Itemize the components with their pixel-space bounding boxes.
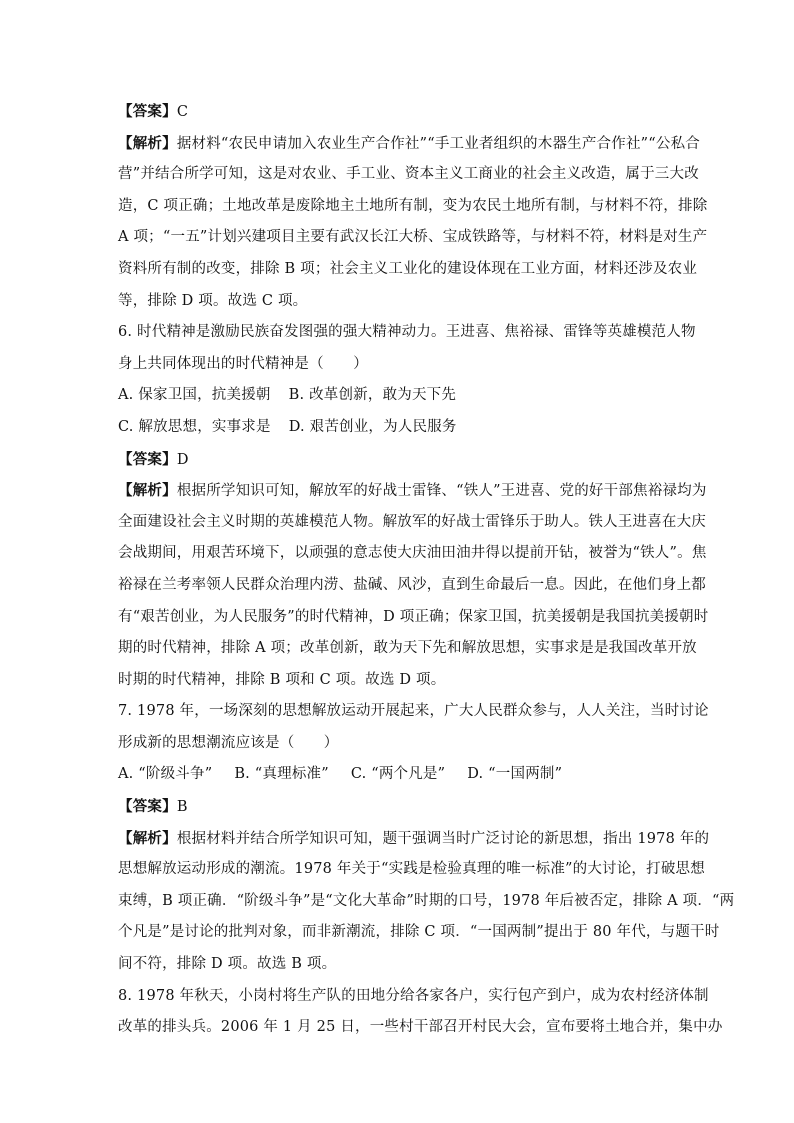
analysis-label: 【解析】 <box>118 829 177 847</box>
answer-line <box>118 791 678 823</box>
analysis-line: 有“艰苦创业，为人民服务”的时代精神，D 项正确；保家卫国，抗美援朝是我国抗美援朝时 <box>118 608 709 625</box>
answer-label: 【答案】 <box>118 103 177 120</box>
answer-value: B <box>176 799 188 816</box>
question-6-line: 6. 时代精神是激励民族奋发图强的强大精神动力。王进喜、焦裕禄、雷锋等英雄模范人物 <box>118 324 696 341</box>
option-d: D. “一国两制” <box>467 766 563 783</box>
question-8-line: 改革的排头兵。2006 年 1 月 25 日，一些村干部召开村民大会，宣布要将土地合并，集中办 <box>118 1019 723 1036</box>
answer-line <box>118 444 678 476</box>
analysis-line: 间不符，排除 D 项。故选 B 项。 <box>118 956 337 973</box>
document-page <box>118 96 735 1044</box>
analysis-line: 营”并结合所学可知，这是对农业、手工业、资本主义工商业的社会主义改造，属于三大改 <box>118 166 699 183</box>
option-c: C. 解放思想，实事求是 <box>118 418 271 435</box>
analysis-line: 期的时代精神，排除 A 项；改革创新，敢为天下先和解放思想，实事求是是我国改革开放 <box>118 640 697 657</box>
analysis-text: 根据材料并结合所学知识可知，题干强调当时广泛讨论的新思想，指出 1978 年的 <box>176 830 710 847</box>
analysis-line: A 项；“一五”计划兴建项目主要有武汉长江大桥、宝成铁路等，与材料不符，材料是对生产 <box>118 229 708 246</box>
analysis-line: 造，C 项正确；土地改革是废除地主土地所有制，变为农民土地所有制，与材料不符，排除 <box>118 197 708 214</box>
analysis-text: 根据所学知识可知，解放军的好战士雷锋、“铁人”王进喜、党的好干部焦裕禄均为 <box>176 483 707 500</box>
analysis-line: 裕禄在兰考率领人民群众治理内涝、盐碱、风沙，直到生命最后一息。因此，在他们身上都 <box>118 576 706 593</box>
question-7-line: 7. 1978 年，一场深刻的思想解放运动开展起来，广大人民群众参与，人人关注，当时讨论 <box>118 703 709 720</box>
options-row <box>118 412 678 444</box>
analysis-line: 等，排除 D 项。故选 C 项。 <box>118 292 308 309</box>
options-row <box>118 380 678 412</box>
option-a: A. “阶级斗争” <box>118 766 213 783</box>
analysis-line: 全面建设社会主义时期的英雄模范人物。解放军的好战士雷锋乐于助人。铁人王进喜在大庆 <box>118 513 706 530</box>
analysis-label: 【解析】 <box>118 482 177 500</box>
analysis-line: 资料所有制的改变，排除 B 项；社会主义工业化的建设体现在工业方面，材料还涉及农业 <box>118 260 698 277</box>
analysis-line: 会战期间，用艰苦环境下，以顽强的意志使大庆油田油井得以提前开钻，被誉为“铁人”。焦 <box>118 545 707 562</box>
option-d: D. 艰苦创业，为人民服务 <box>288 418 457 435</box>
analysis-text: 据材料“农民申请加入农业生产合作社”“手工业者组织的木器生产合作社”“公私合 <box>176 135 700 152</box>
answer-label: 【答案】 <box>118 798 177 816</box>
question-8-line: 8. 1978 年秋天，小岗村将生产队的田地分给各家各户，实行包产到户，成为农村经济体制 <box>118 987 709 1004</box>
option-b: B. “真理标准” <box>234 766 329 783</box>
analysis-line: 思想解放运动形成的潮流。1978 年关于“实践是检验真理的唯一标准”的大讨论，打破思想 <box>118 861 705 878</box>
answer-value: C <box>176 104 189 120</box>
answer-value: D <box>176 451 189 468</box>
answer-line <box>118 96 678 128</box>
analysis-line: 个凡是”是讨论的批判对象，而非新潮流，排除 C 项．“一国两制”提出于 80 年代，与题干时 <box>118 924 720 941</box>
analysis-line <box>118 475 707 507</box>
question-6-line: 身上共同体现出的时代精神是（ ） <box>118 355 368 372</box>
options-row <box>118 759 678 791</box>
question-7-line: 形成新的思想潮流应该是（ ） <box>118 734 339 751</box>
analysis-line: 时期的时代精神，排除 B 项和 C 项。故选 D 项。 <box>118 671 446 688</box>
option-b: B. 改革创新，敢为天下先 <box>288 387 457 404</box>
analysis-line <box>118 823 710 855</box>
option-a: A. 保家卫国，抗美援朝 <box>118 387 271 404</box>
analysis-label: 【解析】 <box>118 134 177 152</box>
analysis-line <box>118 128 700 160</box>
analysis-line: 束缚，B 项正确．“阶级斗争”是“文化大革命”时期的口号，1978 年后被否定，排除 A 项．“两 <box>118 892 735 909</box>
answer-label: 【答案】 <box>118 450 177 468</box>
option-c: C. “两个凡是” <box>350 766 446 783</box>
